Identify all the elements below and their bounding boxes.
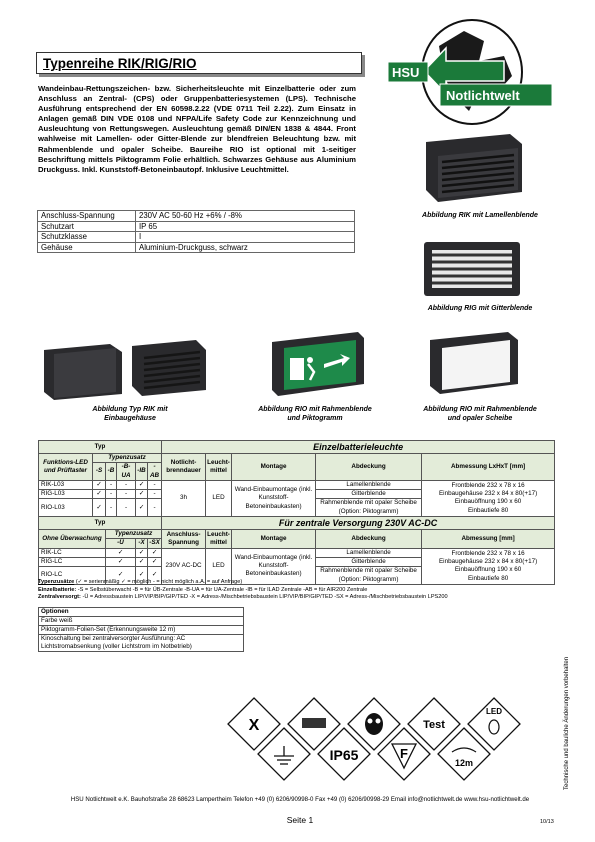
caption-rio-pikto: Abbildung RIO mit Rahmenblende und Piktogramm xyxy=(258,406,372,422)
product-image-rio-pikto xyxy=(262,328,368,400)
caption-rik: Abbildung RIK mit Lamellenblende xyxy=(422,212,538,219)
disclaimer-vertical: Technische und bauliche Änderungen vorbehalten xyxy=(564,656,570,790)
caption-rig: Abbildung RIG mit Gitterblende xyxy=(427,305,533,312)
product-image-rig xyxy=(420,238,526,300)
document-date: 10/13 xyxy=(540,819,554,825)
certification-icons xyxy=(222,692,522,792)
svg-text:12m: 12m xyxy=(454,758,474,768)
options-table: Optionen Farbe weiß Piktogramm-Folien-Set (Erkennungsweite 12 m) Kinoschaltung bei zentralversorgter Ausführung: AC Lichtstromabsenkung (voller Lichtstrom im Notbetrieb) xyxy=(38,607,244,652)
option-row: Piktogramm-Folien-Set (Erkennungsweite 12 m) xyxy=(39,626,244,635)
table-row: RIK-LC ✓ ✓ ✓ 230V AC-DC LED Wand-Einbaumontage (inkl. Kunststoff-Betoneinbaukasten) Lamellenblende Frontblende 232 x 78 x 16 Einbaugehäuse 232 x 84 x 80(+17) Einbauöffnung 190 x 60 Einbautiefe 80 xyxy=(39,548,555,557)
spec-row: Anschluss-Spannung 230V AC 50-60 Hz +6% / -8% xyxy=(38,211,355,222)
spec-row: Schutzklasse I xyxy=(38,232,355,243)
table-row: RIO-L03 ✓ - - ✓ - Rahmenblende mit opaler Scheibe (Option: Piktogramm) xyxy=(39,499,555,517)
svg-text:F: F xyxy=(400,746,408,761)
svg-text:LED: LED xyxy=(486,707,502,716)
option-row: Kinoschaltung bei zentralversorgter Ausführung: AC Lichtstromabsenkung (voller Lichtstrom im Notbetrieb) xyxy=(39,635,244,652)
logo-bottom-text: Notlichtwelt xyxy=(446,88,520,103)
option-row: Farbe weiß xyxy=(39,617,244,626)
product-image-rio-opal xyxy=(424,326,522,398)
product-table: Typ Einzelbatterieleuchte Funktions-LED und Prüftaster Typenzusatz Notlicht-brenndauer Leucht-mittel Montage Abdeckung Abmessung LxHxT [mm] -S -B -B-UA -IB -AB RIK-L03 ✓ - - ✓ - 3h LED Wand-Einbaumontage (inkl. Kunststoff-Betoneinbaukasten) Lamellenblende Frontblende 232 x 78 x 16 Einbaugehäuse 232 x 84 x 80(+17) Einbauöffnung 190 x 60 Einbautiefe 80 RIG-L03 ✓ - - ✓ - Gitterblende RIO-L03 ✓ - - ✓ - Rahmenblende mit opaler Scheibe (Option: Piktogramm) Typ Für zentrale Versorgung 230V AC-DC Ohne Überwachung Typenzusatz Anschluss-Spannung Leucht-mittel Montage Abdeckung Abmessung [mm] -Ü -X -SX RIK-LC ✓ ✓ ✓ 230V AC-DC LED Wand-Einbaumontage (inkl. Kunststoff-Betoneinbaukasten) Lamellenblende Frontblende 232 x 78 x 16 Einbaugehäuse 232 x 84 x 80(+17) Einbauöffnung 190 x 60 Einbautiefe 80 RIG-LC ✓ ✓ ✓ Gitterblende RIO-LC ✓ ✓ ✓ Rahmenblende mit opaler Scheibe (Option: Piktogramm) xyxy=(38,440,555,585)
logo-top-text: HSU xyxy=(392,65,420,80)
hsu-logo xyxy=(384,16,554,128)
spec-row: Schutzart IP 65 xyxy=(38,221,355,232)
caption-typ-rik: Abbildung Typ RIK mit Einbaugehäuse xyxy=(92,406,168,422)
footer-address: HSU Notlichtwelt e.K. Bauhofstraße 28 68623 Lampertheim Telefon +49 (0) 6206/90998-0 Fax +49 (0) 6206/90998-29 Email info@notlichtwelt.de www.hsu-notlichtwelt.de xyxy=(70,796,530,803)
table-row: RIK-L03 ✓ - - ✓ - 3h LED Wand-Einbaumontage (inkl. Kunststoff-Betoneinbaukasten) Lamellenblende Frontblende 232 x 78 x 16 Einbaugehäuse 232 x 84 x 80(+17) Einbauöffnung 190 x 60 Einbautiefe 80 xyxy=(39,480,555,489)
svg-text:IP65: IP65 xyxy=(329,747,359,763)
table-row: RIG-LC ✓ ✓ ✓ Gitterblende xyxy=(39,557,555,566)
title-box xyxy=(36,52,362,74)
svg-text:Test: Test xyxy=(423,719,445,731)
product-image-rik xyxy=(418,130,526,206)
type-notes: Typenzusätze (✓ = serienmäßig ✓ = möglich - = nicht möglich a.A. = auf Anfrage) Einzelbatterie: -S = Selbstüberwacht -B = für ÜB-Zentrale -B-UA = für UA-Zentrale -IB = für ILAD Zentrale -AB = für AIR200 Zentrale Zentralversorgt: -Ü = Adressbaustein LIP/VIP/BIP/GIP/TED -X = Adress-/Mischbetriebsbaustein LIP/VIP/BIP/GIP/TED -SX = Adress-/Mischbetriebsbaustein LPS200 xyxy=(38,579,448,601)
product-image-housing xyxy=(40,330,210,402)
table-row: RIO-LC ✓ ✓ ✓ Rahmenblende mit opaler Scheibe (Option: Piktogramm) xyxy=(39,567,555,585)
spec-row: Gehäuse Aluminium-Druckguss, schwarz xyxy=(38,242,355,253)
page-number: Seite 1 xyxy=(286,815,314,825)
intro-text: Wandeinbau-Rettungszeichen- bzw. Sicherheitsleuchte mit Einzelbatterie oder zum Anschluss an Zentral- (CPS) oder Gruppenbatteriesystemen (LPS). Technische Ausführung entsprechend der EN 60598.2.22 (VDE 0711 Teil 2.22). Zum Einsatz in Anlagen gemäß DIN VDE 0108 und NFPA/Life Safety Code zur Kennzeichnung und Ausleuchtung von Rettungswegen. Ausleuchtung gemäß DIN/EN 1838 & 4844. Front wahlweise mit Lamellen- oder Gitter-Blende zur blendfreien Beleuchtung bzw. mit Rahmenblende und opaler Scheibe. Baureihe RIO ist optional mit 1-seitiger Beschriftung mittels Piktogramm Folie erhältlich. Schwarzes Gehäuse aus Aluminium Druckguss. Inkl. Kunststoff-Betoneinbautopf. Inklusive Leuchtmittel. xyxy=(38,84,356,174)
spec-table xyxy=(37,210,355,253)
table-row: RIG-L03 ✓ - - ✓ - Gitterblende xyxy=(39,490,555,499)
caption-rio-opal: Abbildung RIO mit Rahmenblende und opaler Scheibe xyxy=(423,406,537,422)
svg-text:X: X xyxy=(248,717,260,734)
page-title: Typenreihe RIK/RIG/RIO xyxy=(43,56,197,71)
